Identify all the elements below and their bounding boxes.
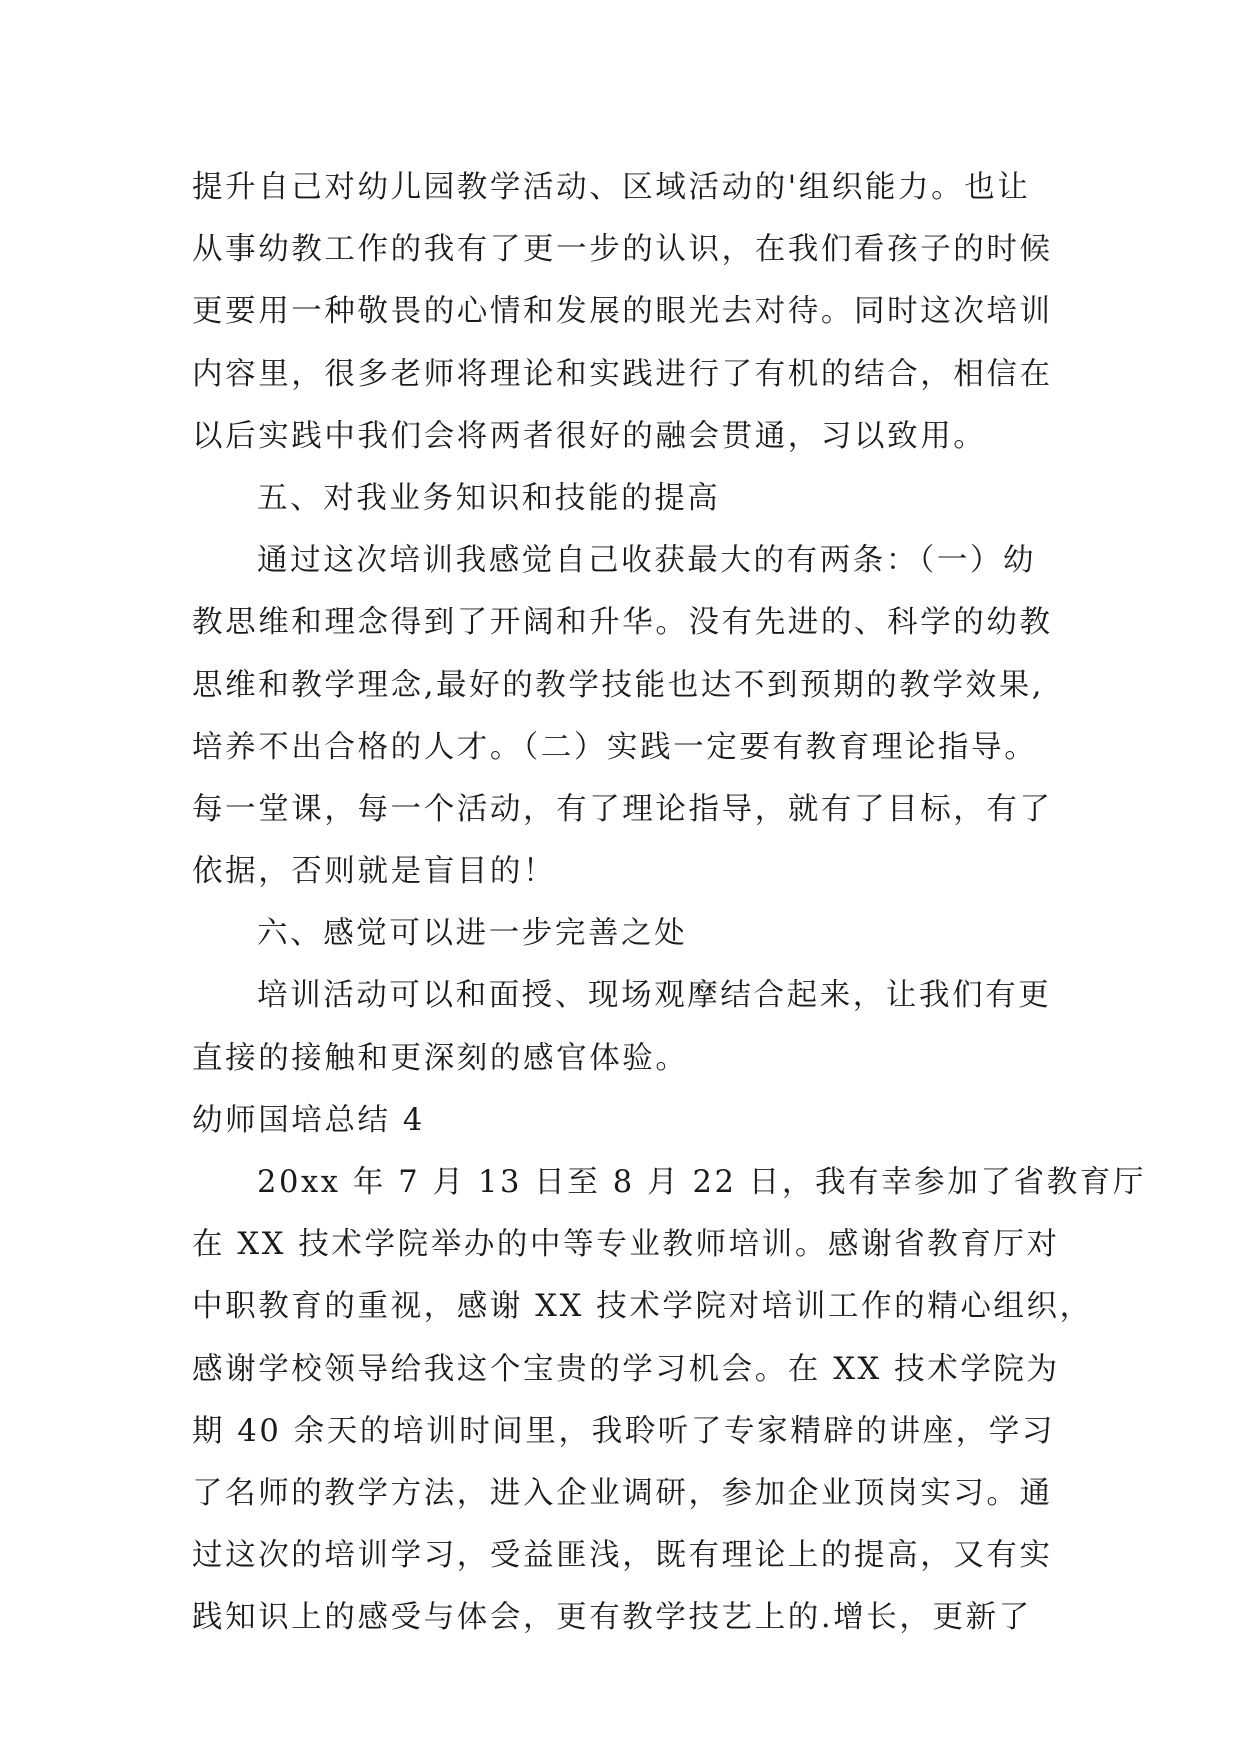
text-line: 感谢学校领导给我这个宝贵的学习机会。在 XX 技术学院为	[192, 1351, 1060, 1387]
text-line: 每一堂课，每一个活动，有了理论指导，就有了目标，有了	[192, 791, 1053, 827]
text-line: 教思维和理念得到了开阔和升华。没有先进的、科学的幼教	[192, 605, 1053, 641]
text-line: 培训活动可以和面授、现场观摩结合起来，让我们有更	[257, 978, 1052, 1014]
document-body	[192, 157, 1146, 1650]
section-heading-5: 五、对我业务知识和技能的提高	[257, 480, 721, 516]
text-line: 更要用一种敬畏的心情和发展的眼光去对待。同时这次培训	[192, 294, 1053, 330]
text-line: 中职教育的重视，感谢 XX 技术学院对培训工作的精心组织，	[192, 1289, 1093, 1325]
text-line: 内容里，很多老师将理论和实践进行了有机的结合，相信在	[192, 356, 1053, 392]
text-line: 培养不出合格的人才。（二）实践一定要有教育理论指导。	[192, 729, 1038, 765]
text-line: 期 40 余天的培训时间里，我聆听了专家精辟的讲座，学习	[192, 1413, 1055, 1449]
text-line: 通过这次培训我感觉自己收获最大的有两条：（一）幼	[257, 543, 1037, 579]
text-line: 依据，否则就是盲目的！	[192, 854, 557, 890]
text-line: 了名师的教学方法，进入企业调研，参加企业顶岗实习。通	[192, 1475, 1053, 1511]
text-line: 20xx 年 7 月 13 日至 8 月 22 日，我有幸参加了省教育厅	[257, 1165, 1146, 1200]
text-line: 践知识上的感受与体会，更有教学技艺上的.增长，更新了	[192, 1600, 1032, 1636]
text-line: 从事幼教工作的我有了更一步的认识，在我们看孩子的时候	[192, 232, 1053, 268]
article-title: 幼师国培总结 4	[192, 1102, 425, 1138]
text-line: 直接的接触和更深刻的感官体验。	[192, 1040, 689, 1076]
text-line: 在 XX 技术学院举办的中等专业教师培训。感谢省教育厅对	[192, 1227, 1060, 1263]
text-line: 思维和教学理念,最好的教学技能也达不到预期的教学效果,	[192, 667, 1045, 703]
text-line: 过这次的培训学习，受益匪浅，既有理论上的提高，又有实	[192, 1538, 1053, 1574]
text-line: 提升自己对幼儿园教学活动、区域活动的'组织能力。也让	[192, 170, 1031, 205]
section-heading-6: 六、感觉可以进一步完善之处	[257, 916, 688, 952]
text-line: 以后实践中我们会将两者很好的融会贯通，习以致用。	[192, 418, 987, 454]
